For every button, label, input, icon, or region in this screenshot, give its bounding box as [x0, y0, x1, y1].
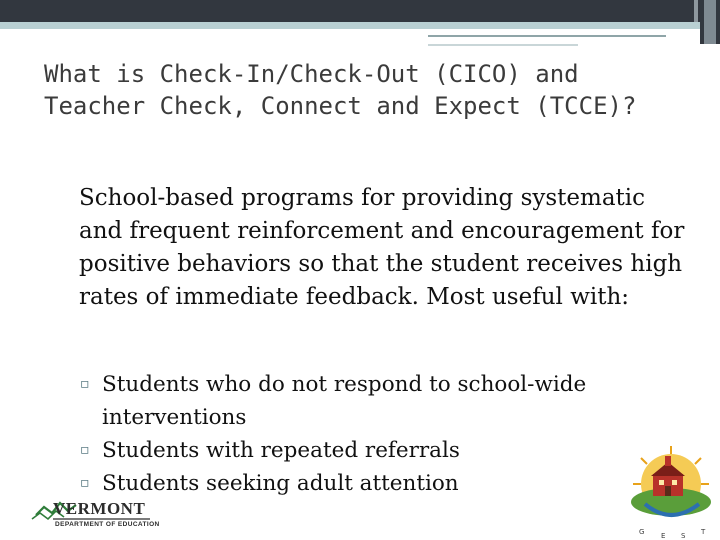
- emblem-letter: G: [639, 528, 645, 536]
- emblem-letter: E: [661, 532, 666, 540]
- header-accent-band: [0, 22, 700, 29]
- list-item: [80, 434, 660, 467]
- bullet-marker-icon: ▫: [80, 376, 90, 392]
- bullet-text: Students with repeated referrals: [102, 438, 460, 463]
- emblem-letter: T: [701, 528, 706, 536]
- list-item: [80, 467, 660, 500]
- header-rule-2: [428, 44, 578, 46]
- vermont-department: DEPARTMENT OF EDUCATION: [55, 521, 160, 528]
- bullet-list: [80, 368, 660, 500]
- vermont-brand: VERMONT: [53, 499, 146, 518]
- header-rule-1: [428, 35, 666, 37]
- header-band: [0, 0, 700, 22]
- school-emblem-icon: [625, 440, 717, 540]
- header-tick: [694, 0, 698, 22]
- bullet-text: Students seeking adult attention: [102, 471, 459, 496]
- bullet-marker-icon: ▫: [80, 442, 90, 458]
- bullet-marker-icon: ▫: [80, 475, 90, 491]
- slide-title: What is Check-In/Check-Out (CICO) and Teacher Check, Connect and Expect (TCCE)?: [44, 60, 637, 120]
- emblem-letter: S: [681, 532, 686, 540]
- header-corner-accent: [704, 0, 716, 44]
- list-item: [80, 368, 660, 434]
- slide-body: School-based programs for providing systematic and frequent reinforcement and encouragement for positive behaviors so that the student receives high rates of immediate feedback. Most useful with:: [79, 185, 685, 310]
- bullet-text: Students who do not respond to school-wide interventions: [102, 372, 587, 430]
